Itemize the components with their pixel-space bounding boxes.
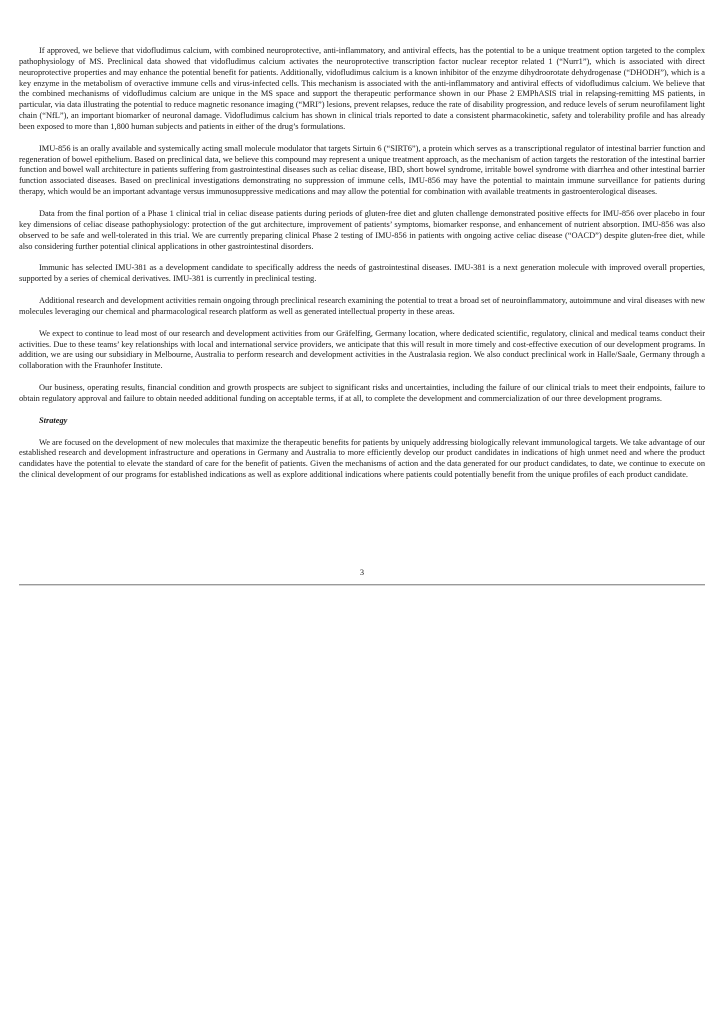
- paragraph-additional-research: Additional research and development activities remain ongoing through preclinical research examining the potential to treat a broad set of neuroinflammatory, autoimmune and viral diseases with new molecules leveraging our chemical and pharmacological research platform as well as generated intellectual property in these areas.: [19, 296, 705, 316]
- paragraph-locations: We expect to continue to lead most of our research and development activities from our Gräfelfing, Germany location, where dedicated scientific, regulatory, clinical and medical teams conduct their activities. Due to these teams’ key relationships with local and international service providers, we anticipate that this will result in more timely and cost-effective execution of our development programs. In addition, we are using our subsidiary in Melbourne, Australia to perform research and development activities in the Australasia region. We also conduct preclinical work in Halle/Saale, Germany through a collaboration with the Fraunhofer Institute.: [19, 328, 705, 371]
- page-number: 3: [359, 568, 365, 577]
- paragraph-phase-1-data: Data from the final portion of a Phase 1 clinical trial in celiac disease patients during periods of gluten-free diet and gluten challenge demonstrated positive effects for IMU-856 over placebo in four key dimensions of celiac disease pathophysiology: protection of the gut architecture, improvement of patients’ symptoms, biomarker response, and enhancement of nutrient absorption. IMU-856 was also observed to be safe and well-tolerated in this trial. We are currently preparing clinical Phase 2 testing of IMU-856 in patients with ongoing active celiac disease (“OACD”) despite gluten-free diet, while also considering further potential clinical applications in other gastrointestinal disorders.: [19, 208, 705, 251]
- paragraph-risks: Our business, operating results, financial condition and growth prospects are subject to significant risks and uncertainties, including the failure of our clinical trials to meet their endpoints, failure to obtain regulatory approval and failure to obtain needed additional funding on acceptable terms, if at all, to complete the development and commercialization of our three development programs.: [19, 383, 705, 403]
- paragraph-vidofludimus: If approved, we believe that vidofludimus calcium, with combined neuroprotective, anti-inflammatory, and antiviral effects, has the potential to be a unique treatment option targeted to the complex pathophysiology of MS. Preclinical data showed that vidofludimus calcium activates the neuroprotective transcription factor nuclear receptor related 1 (“Nurr1”), which is associated with direct neuroprotective properties and may enhance the potential benefit for patients. Additionally, vidofludimus calcium is a known inhibitor of the enzyme dihydroorotate dehydrogenase (“DHODH”), which is a key enzyme in the metabolism of overactive immune cells and virus-infected cells. This mechanism is associated with the anti-inflammatory and antiviral effects of vidofludimus calcium. We believe that the combined mechanisms of vidofludimus calcium are unique in the MS space and support the therapeutic performance shown in our Phase 2 EMPhASIS trial in relapsing-remitting MS patients, in particular, via data illustrating the potential to reduce magnetic resonance imaging (“MRI”) lesions, prevent relapses, reduce the rate of disability progression, and reduce levels of serum neurofilament light chain (“NfL”), an important biomarker of neuronal damage. Vidofludimus calcium has shown in clinical trials reported to date a consistent pharmacokinetic, safety and tolerability profile and has already been exposed to more than 1,800 human subjects and patients in either of the drug’s formulations.: [19, 46, 705, 131]
- section-heading-strategy: Strategy: [39, 415, 68, 425]
- document-page: [19, 46, 705, 492]
- paragraph-imu-381: Immunic has selected IMU-381 as a development candidate to specifically address the needs of gastrointestinal diseases. IMU-381 is a next generation molecule with improved overall properties, supported by a series of chemical derivatives. IMU-381 is currently in preclinical testing.: [19, 263, 705, 284]
- page-divider: [19, 584, 705, 586]
- paragraph-strategy: We are focused on the development of new molecules that maximize the therapeutic benefits for patients by uniquely addressing biologically relevant immunological targets. We take advantage of our established research and development infrastructure and operations in Germany and Australia to more efficiently develop our product candidates in indications of high unmet need and where the product candidates have the potential to elevate the standard of care for the benefit of patients. Given the mechanisms of action and the data generated for our product candidates, to date, we continue to execute on the clinical development of our programs for established indications as well as explore additional indications where patients could potentially benefit from the unique profiles of each product candidate.: [19, 437, 705, 480]
- paragraph-imu-856: IMU-856 is an orally available and systemically acting small molecule modulator that targets Sirtuin 6 (“SIRT6”), a protein which serves as a transcriptional regulator of intestinal barrier function and regeneration of bowel epithelium. Based on preclinical data, we believe this compound may represent a unique treatment approach, as the mechanism of action targets the restoration of the intestinal barrier function and bowel wall architecture in patients suffering from gastrointestinal diseases such as celiac disease, IBD, short bowel syndrome, irritable bowel syndrome with diarrhea and other intestinal barrier function associated diseases. Based on preclinical investigations demonstrating no suppression of immune cells, IMU-856 may have the potential to maintain immune surveillance for patients during therapy, which would be an important advantage versus immunosuppressive medications and may allow the potential for combination with available treatments in gastroenterological diseases.: [19, 143, 705, 197]
